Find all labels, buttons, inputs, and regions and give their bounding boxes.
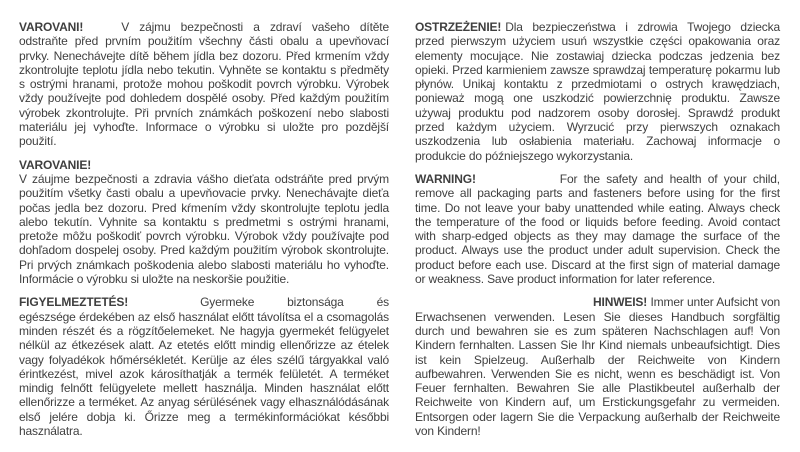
right-column — [415, 20, 780, 452]
warning-paragraph-hungarian — [19, 295, 389, 438]
warning-section-czech — [19, 20, 389, 149]
warning-section-polish — [415, 20, 780, 163]
warning-section-slovak — [19, 158, 389, 287]
warning-heading-czech: VAROVANI! — [19, 20, 84, 34]
warning-section-german — [415, 295, 780, 438]
warning-body-english: For the safety and health of your child, remove all packaging parts and fasteners before using for the first time. Do not leave your baby unattended while eating. Always check the temperature of the food or liquids before feeding. Avoid contact with sharp-edged objects as they may damage the surface of the product. Always use the product under adult supervision. Check the product before each use. Discard at the first sign of material damage or weakness. Save product information for later reference. — [415, 171, 780, 287]
left-column — [19, 20, 389, 452]
warning-heading-slovak: VAROVANIE! — [19, 157, 92, 172]
warning-body-czech: V zájmu bezpečnosti a zdraví vašeho dítěte odstraňte před prvním použitím všechny části obalu a upevňovací prvky. Nenechávejte dítě během jídla bez dozoru. Před krmením vždy zkontrolujte teplotu jídla nebo tekutin. Vyhněte se kontaktu s předměty s ostrými hranami, protože mohou poškodit povrch výrobku. Výrobek vždy používejte pod dohledem dospělé osoby. Před každým použitím výrobek zkontrolujte. Při prvních známkách poškození nebo slabosti materiálu jej vyhoďte. Informace o výrobku si uložte pro pozdější použití. — [19, 20, 389, 149]
warning-heading-hungarian: FIGYELMEZTETÉS! — [19, 295, 129, 310]
warning-paragraph-english — [415, 172, 780, 286]
warning-body-slovak: V záujme bezpečnosti a zdravia vášho dieťata odstráňte pred prvým použitím všetky časti obalu a upevňovacie prvky. Nenechávajte dieťa počas jedla bez dozoru. Pred kŕmením vždy skontrolujte teplotu jedla alebo tekutín. Vyhnite sa kontaktu s predmetmi s ostrými hranami, pretože môžu poškodiť povrch výrobku. Výrobok vždy používajte pod dohľadom dospelej osoby. Pred každým použitím výrobok skontrolujte. Pri prvých známkach poškodenia alebo slabosti materiálu ho vyhoďte. Informácie o výrobku si uložte na neskoršie použitie. — [19, 171, 389, 287]
warning-paragraph-czech — [19, 20, 389, 149]
warning-section-english — [415, 172, 780, 286]
warning-body-german: Immer unter Aufsicht von Erwachsenen verwenden. Lesen Sie dieses Handbuch sorgfältig durch und bewahren sie es zum späteren Nachschlagen auf! Von Kindern fernhalten. Lassen Sie Ihr Kind niemals unbeaufsichtigt. Dies ist kein Spielzeug. Außerhalb der Reichweite von Kindern aufbewahren. Verwenden Sie es nicht, wenn es beschädigt ist. Von Feuer fernhalten. Bewahren Sie alle Plastikbeutel außerhalb der Reichweite von Kindern auf, um Erstickungsgefahr zu vermeiden. Entsorgen oder lagern Sie die Verpackung außerhalb der Reichweite von Kindern! — [415, 295, 780, 439]
warning-paragraph-slovak — [19, 158, 389, 287]
heading-gap-czech — [83, 30, 121, 31]
warning-paragraph-polish — [415, 20, 780, 163]
warning-heading-english: WARNING! — [415, 171, 476, 186]
warning-section-hungarian — [19, 295, 389, 438]
heading-gap-english — [476, 182, 560, 183]
warning-body-hungarian: Gyermeke biztonsága és egészsége érdekében az első használat előtt távolítsa el a csomagolás minden részét és a rögzítőelemeket. Ne hagyja gyermekét felügyelet nélkül az étkezések alatt. Az etetés előtt mindig ellenőrizze az ételek vagy folyadékok hőmérsékletét. Kerülje az éles szélű tárgyakkal való érintkezést, mivel azok károsíthatják a termék felületét. A terméket mindig felnőtt felügyelete mellett használja. Minden használat előtt ellenőrizze a terméket. Az anyag sérülésének vagy elhasználódásának első jelére dobja ki. Őrizze meg a termékinformációkat későbbi használatra. — [19, 295, 389, 439]
warning-body-polish: Dla bezpieczeństwa i zdrowia Twojego dziecka przed pierwszym użyciem usuń wszystkie części opakowania oraz elementy mocujące. Nie zostawiaj dziecka podczas jedzenia bez opieki. Przed karmieniem zawsze sprawdzaj temperaturę pokarmu lub płynów. Unikaj kontaktu z przedmiotami o ostrych krawędziach, ponieważ mogą one uszkodzić powierzchnię produktu. Zawsze używaj produktu pod nadzorem osoby dorosłej. Sprawdź produkt przed każdym użyciem. Wyrzucić przy pierwszych oznakach uszkodzenia lub osłabienia materiału. Zachowaj informacje o produkcie do późniejszego wykorzystania. — [415, 20, 780, 163]
heading-gap-hungarian — [128, 305, 200, 306]
warning-heading-polish: OSTRZEŻENIE! — [415, 20, 502, 34]
warning-paragraph-german — [415, 295, 780, 438]
warning-heading-german: HINWEIS! — [593, 295, 648, 310]
